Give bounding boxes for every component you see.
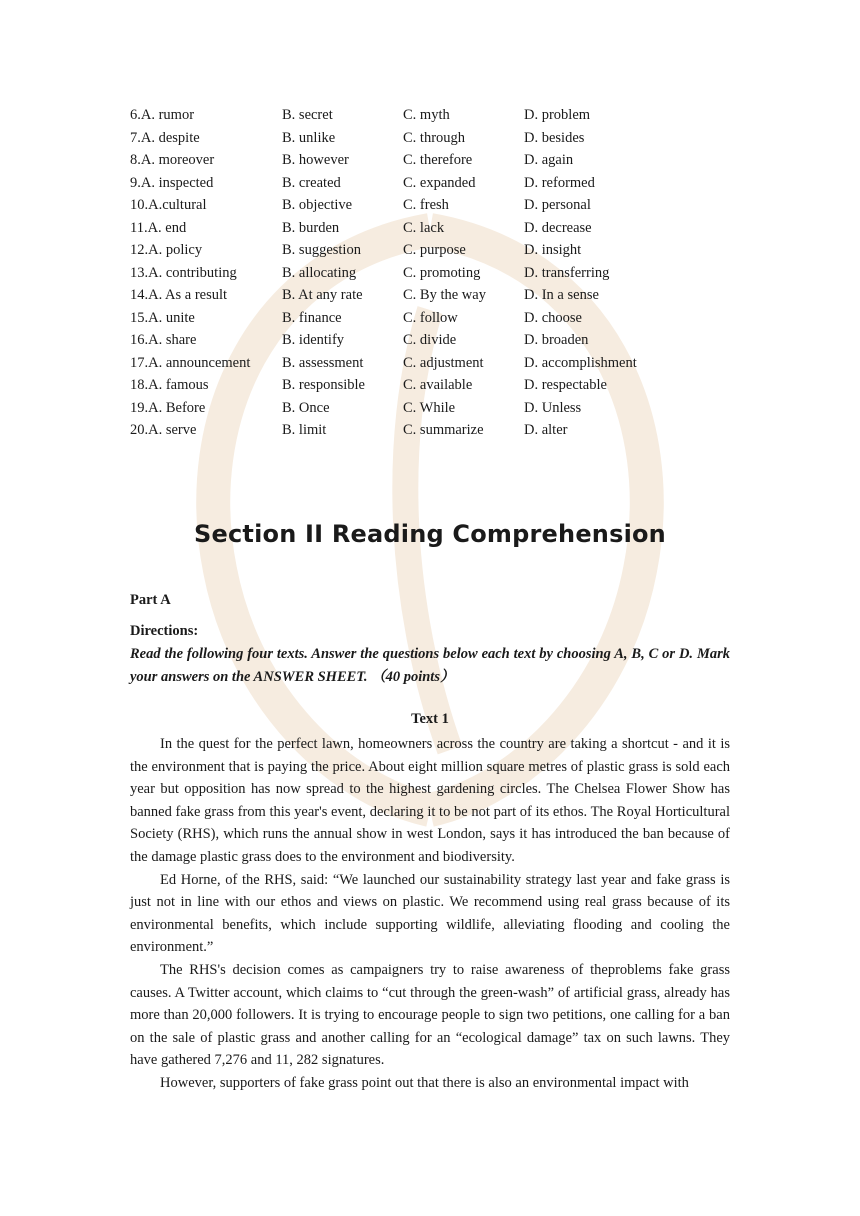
text-title: Text 1	[411, 711, 449, 727]
option-row	[130, 397, 730, 420]
option-choice-c: C. promoting	[403, 264, 481, 281]
option-choice-b: B. secret	[282, 107, 333, 123]
option-choice-d: D. Unless	[524, 399, 582, 416]
option-choice-b: B. allocating	[282, 264, 357, 281]
option-choice-a: 8.A. moreover	[130, 152, 215, 168]
option-choice-a: 7.A. despite	[130, 129, 200, 146]
option-row	[130, 307, 730, 330]
option-choice-d: D. respectable	[524, 377, 607, 393]
option-choice-d: D. accomplishment	[524, 354, 637, 371]
option-choice-b: B. assessment	[282, 354, 364, 371]
option-row	[130, 352, 730, 375]
option-choice-a: 11.A. end	[130, 219, 187, 236]
passage-paragraph: In the quest for the perfect lawn, homeowners across the country are taking a shortcut - and it is the environment that is paying the price. About eight million square metres of plastic grass is sold each year but opposition has now spread to the highest gardening circles. The Chelsea Flower Show has banned fake grass from this year's event, declaring it to be not part of its ethos. The Royal Horticultural Society (RHS), which runs the annual show in west London, says it has introduced the ban because of the damage plastic grass does to the environment and biodiversity.	[130, 736, 730, 865]
option-row	[130, 172, 730, 195]
option-choice-d: D. problem	[524, 107, 591, 123]
option-choice-b: B. At any rate	[282, 287, 363, 303]
option-choice-c: C. summarize	[403, 422, 484, 438]
option-row	[130, 127, 730, 150]
option-choice-c: C. therefore	[403, 152, 473, 168]
option-choice-c: C. follow	[403, 309, 458, 326]
option-choice-d: D. reformed	[524, 174, 595, 191]
directions-text: Read the following four texts. Answer the questions below each text by choosing A, B, C or D. Mark your answers on the ANSWER SHEET. （40 points）	[130, 646, 730, 685]
option-row	[130, 104, 730, 127]
option-choice-c: C. adjustment	[403, 354, 484, 371]
option-choice-c: C. While	[403, 399, 456, 416]
option-choice-d: D. transferring	[524, 264, 610, 281]
option-choice-b: B. suggestion	[282, 242, 361, 258]
option-choice-a: 10.A.cultural	[130, 197, 207, 213]
part-label: Part A	[130, 592, 171, 608]
option-choice-a: 18.A. famous	[130, 377, 209, 393]
option-choice-c: C. purpose	[403, 242, 466, 258]
option-choice-d: D. insight	[524, 242, 582, 258]
option-choice-c: C. fresh	[403, 197, 449, 213]
option-row	[130, 217, 730, 240]
option-choice-d: D. decrease	[524, 219, 592, 236]
option-choice-c: C. expanded	[403, 174, 476, 191]
option-choice-c: C. divide	[403, 332, 457, 348]
option-row	[130, 284, 730, 307]
option-choice-b: B. finance	[282, 309, 342, 326]
option-choice-b: B. Once	[282, 399, 330, 416]
passage-paragraph: The RHS's decision comes as campaigners try to raise awareness of theproblems fake grass causes. A Twitter account, which claims to “cut through the green-wash” of artificial grass, already has more than 20,000 followers. It is trying to encourage people to sign two petitions, one calling for a ban on the sale of plastic grass and another calling for an “ecological damage” tax on such lawns. They have gathered 7,276 and 11, 282 signatures.	[130, 961, 730, 1069]
option-row	[130, 262, 730, 285]
option-choice-b: B. objective	[282, 197, 353, 213]
option-choice-b: B. limit	[282, 422, 327, 438]
option-row	[130, 374, 730, 397]
option-row	[130, 194, 730, 217]
option-row	[130, 419, 730, 442]
option-choice-b: B. created	[282, 174, 341, 191]
option-choice-d: D. In a sense	[524, 287, 599, 303]
option-choice-a: 17.A. announcement	[130, 354, 251, 371]
passage-paragraph: However, supporters of fake grass point out that there is also an environmental impact with	[160, 1074, 689, 1091]
option-choice-b: B. identify	[282, 332, 345, 348]
option-choice-d: D. alter	[524, 422, 568, 438]
option-choice-c: C. By the way	[403, 287, 486, 303]
option-choice-d: D. broaden	[524, 332, 589, 348]
option-choice-a: 15.A. unite	[130, 309, 195, 326]
option-choice-a: 16.A. share	[130, 332, 197, 348]
option-choice-d: D. personal	[524, 197, 591, 213]
passage-body	[130, 733, 730, 1095]
option-row	[130, 239, 730, 262]
option-choice-c: C. available	[403, 377, 473, 393]
option-row	[130, 149, 730, 172]
option-choice-b: B. however	[282, 152, 349, 168]
option-choice-d: D. besides	[524, 129, 585, 146]
option-choice-b: B. burden	[282, 219, 340, 236]
option-choice-d: D. choose	[524, 309, 582, 326]
option-choice-b: B. responsible	[282, 377, 365, 393]
option-choice-a: 14.A. As a result	[130, 287, 228, 303]
option-choice-b: B. unlike	[282, 129, 336, 146]
section-title: Section II Reading Comprehension	[194, 520, 666, 548]
answer-options-table	[130, 104, 730, 442]
passage-paragraph: Ed Horne, of the RHS, said: “We launched our sustainability strategy last year and fake grass is just not in line with our ethos and views on plastic. We recommend using real grass because of its environmental benefits, which include supporting wildlife, alleviating flooding and cooling the environment.”	[130, 871, 730, 956]
option-choice-a: 20.A. serve	[130, 422, 197, 438]
option-choice-a: 13.A. contributing	[130, 264, 237, 281]
option-choice-c: C. lack	[403, 219, 445, 236]
option-choice-a: 12.A. policy	[130, 242, 203, 258]
option-choice-a: 19.A. Before	[130, 399, 206, 416]
directions-label: Directions:	[130, 623, 199, 639]
option-choice-c: C. through	[403, 129, 466, 146]
option-choice-d: D. again	[524, 152, 574, 168]
option-choice-a: 9.A. inspected	[130, 174, 214, 191]
option-choice-c: C. myth	[403, 107, 450, 123]
option-row	[130, 329, 730, 352]
option-choice-a: 6.A. rumor	[130, 107, 195, 123]
